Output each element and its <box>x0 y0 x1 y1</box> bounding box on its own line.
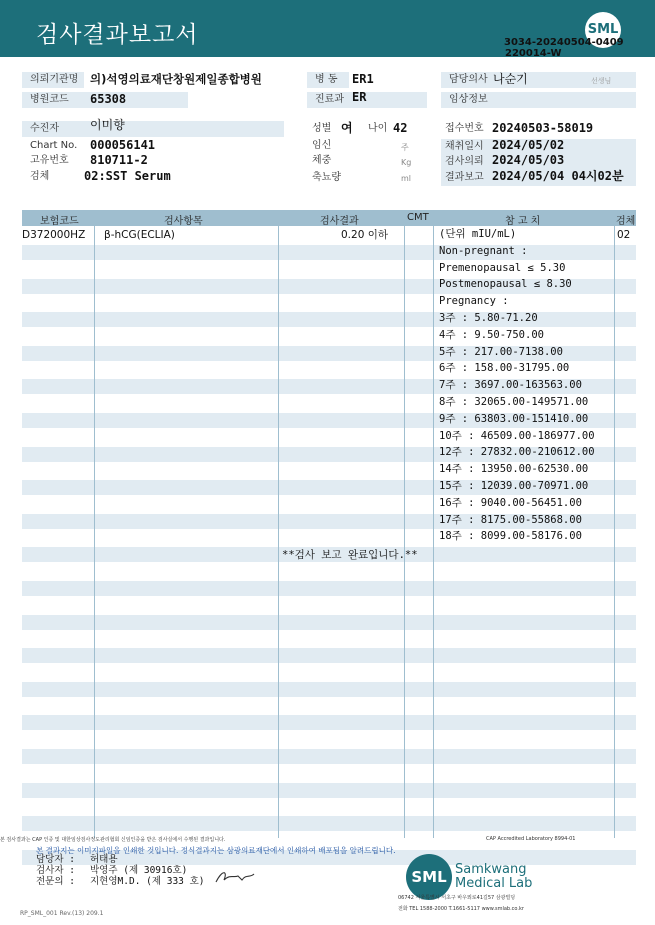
reporter-label: 담당자 : <box>36 854 75 865</box>
tester-label: 검사자 : <box>36 865 75 876</box>
certification-fineprint: 본 검사결과는 CAP 인증 및 대한임상검사정도관리협회 신임인증을 받은 검사실에서 수행된 결과입니다. <box>0 837 226 843</box>
lab-contact: 전화 TEL 1588-2000 T.1661-5117 www.smlab.co.kr <box>398 906 524 912</box>
document-number <box>504 37 624 59</box>
urine-label: 축뇨량 <box>312 172 341 183</box>
pregnancy-unit: 주 <box>401 143 409 152</box>
urine-unit: ml <box>401 174 412 183</box>
dept-label: 진료과 <box>307 92 427 108</box>
reference-line: Non-pregnant : <box>439 244 528 257</box>
age-value: 42 <box>393 121 408 135</box>
dept-value: ER <box>352 90 367 104</box>
row-specimen: 02 <box>617 229 631 241</box>
report-date-label: 결과보고 <box>441 170 636 186</box>
report-title: 검사결과보고서 <box>36 22 199 48</box>
header-specimen: 검체 <box>616 216 636 227</box>
column-divider <box>94 210 95 838</box>
column-divider <box>404 210 405 838</box>
lab-name-line1: Samkwang <box>455 862 527 877</box>
doctor-suffix: 선생님 <box>591 77 612 85</box>
receipt-value: 20240503-58019 <box>492 121 594 135</box>
reference-line: Postmenopausal ≤ 8.30 <box>439 278 572 291</box>
row-insurance-code: D372000HZ <box>22 229 86 241</box>
lab-address: 06742 서울특별시 서초구 바우뫼로41길57 삼광빌딩 <box>398 895 516 901</box>
reference-line: 8주 : 32065.00-149571.00 <box>439 396 589 408</box>
table-row-band <box>22 715 636 730</box>
table-row-band <box>22 682 636 697</box>
patient-name-label: 수진자 <box>22 121 284 137</box>
reference-line: Premenopausal ≤ 5.30 <box>439 261 566 274</box>
reference-line: (단위 mIU/mL) <box>439 228 517 240</box>
reference-line: 16주 : 9040.00-56451.00 <box>439 496 582 509</box>
document-number-line2: 220014-W <box>505 48 562 59</box>
column-divider <box>614 210 615 838</box>
reference-line: 9주 : 63803.00-151410.00 <box>439 412 589 425</box>
chart-no-value: 000056141 <box>90 138 156 152</box>
specialist-value: 지현영M.D. (제 333 호) <box>90 876 205 887</box>
hospital-code-label: 병원코드 <box>22 92 188 108</box>
age-label: 나이 <box>368 123 388 134</box>
reference-line: 14주 : 13950.00-62530.00 <box>439 463 589 476</box>
reference-line: 15주 : 12039.00-70971.00 <box>439 480 589 492</box>
unique-id-label: 고유번호 <box>30 155 69 166</box>
table-row-band <box>22 245 636 260</box>
weight-unit: Kg <box>401 158 412 167</box>
header-cmt: CMT <box>407 212 429 223</box>
specimen-label: 검체 <box>30 171 50 182</box>
receipt-label: 접수번호 <box>445 123 484 134</box>
doctor-label: 담당의사 <box>441 72 636 88</box>
collect-label: 채취일시 <box>441 139 636 155</box>
ward-label: 병 동 <box>307 72 349 88</box>
reference-line: 3주 : 5.80-71.20 <box>439 312 538 324</box>
tester-value: 박영주 (제 30916호) <box>90 865 188 876</box>
clinical-info-label: 임상정보 <box>441 92 636 108</box>
reference-line: 12주 : 27832.00-210612.00 <box>439 446 595 459</box>
table-row-band <box>22 816 636 831</box>
org-value: 의)석영의료재단창원제일종합병원 <box>90 72 262 86</box>
row-test-item: β-hCG(ECLIA) <box>104 229 175 241</box>
reference-line: 7주 : 3697.00-163563.00 <box>439 379 582 392</box>
sex-label: 성별 <box>312 123 332 134</box>
unique-id-value: 810711-2 <box>90 153 148 167</box>
specimen-value: 02:SST Serum <box>84 169 171 183</box>
sml-logo: SML <box>585 12 621 48</box>
org-label: 의뢰기관명 <box>22 72 84 88</box>
reference-line: 5주 : 217.00-7138.00 <box>439 345 563 358</box>
column-divider <box>433 210 434 838</box>
specialist-label: 전문의 : <box>36 876 75 887</box>
table-row-band <box>22 648 636 663</box>
lab-name-line2: Medical Lab <box>455 876 533 891</box>
sex-value: 여 <box>341 121 353 135</box>
report-complete-text: **검사 보고 완료입니다.** <box>282 549 418 561</box>
document-number-line1: 3034-20240504-0409 <box>504 37 624 48</box>
reference-line: 4주 : 9.50-750.00 <box>439 328 544 341</box>
chart-no-label: Chart No. <box>30 140 78 151</box>
signature-image <box>212 868 256 886</box>
hospital-code-value: 65308 <box>90 92 127 106</box>
table-row-band <box>22 581 636 596</box>
report-date-value: 2024/05/04 04시02분 <box>492 169 624 183</box>
request-value: 2024/05/03 <box>492 153 565 167</box>
table-row-band <box>22 615 636 630</box>
header-result: 검사결과 <box>320 216 359 227</box>
header-test-item: 검사항목 <box>164 216 203 227</box>
table-row-band <box>22 749 636 764</box>
collect-value: 2024/05/02 <box>492 138 565 152</box>
header-insurance-code: 보험코드 <box>40 216 79 227</box>
image-copy-notice: 본 결과지는 이미지파일을 인쇄한 것입니다. 정식결과지는 삼광의료재단에서 인쇄하여 배포됨을 알려드립니다. <box>36 846 396 855</box>
column-divider <box>278 210 279 838</box>
reference-line: 6주 : 158.00-31795.00 <box>439 362 570 375</box>
reference-line: 10주 : 46509.00-186977.00 <box>439 429 595 442</box>
doctor-value: 나순기 <box>493 72 528 86</box>
header-reference: 참 고 치 <box>505 216 541 227</box>
request-label: 검사의뢰 <box>441 154 636 170</box>
row-result: 0.20 이하 <box>341 229 389 241</box>
patient-name-value: 이미향 <box>90 118 125 132</box>
pregnancy-label: 임신 <box>312 140 332 151</box>
table-row-band <box>22 783 636 798</box>
table-row-band <box>22 312 636 327</box>
reference-line: Pregnancy : <box>439 295 509 308</box>
cap-fineprint: CAP Accredited Laboratory 8994-01 <box>486 836 576 842</box>
weight-label: 체중 <box>312 155 332 166</box>
samkwang-logo: SML <box>406 854 452 900</box>
reporter-value: 허태용 <box>90 854 118 865</box>
table-header <box>22 210 636 226</box>
reference-line: 17주 : 8175.00-55868.00 <box>439 513 582 526</box>
form-id: RP_SML_001 Rev.(13) 209.1 <box>20 910 104 917</box>
reference-line: 18주 : 8099.00-58176.00 <box>439 530 582 543</box>
ward-value: ER1 <box>352 72 374 86</box>
lab-name <box>455 863 532 891</box>
